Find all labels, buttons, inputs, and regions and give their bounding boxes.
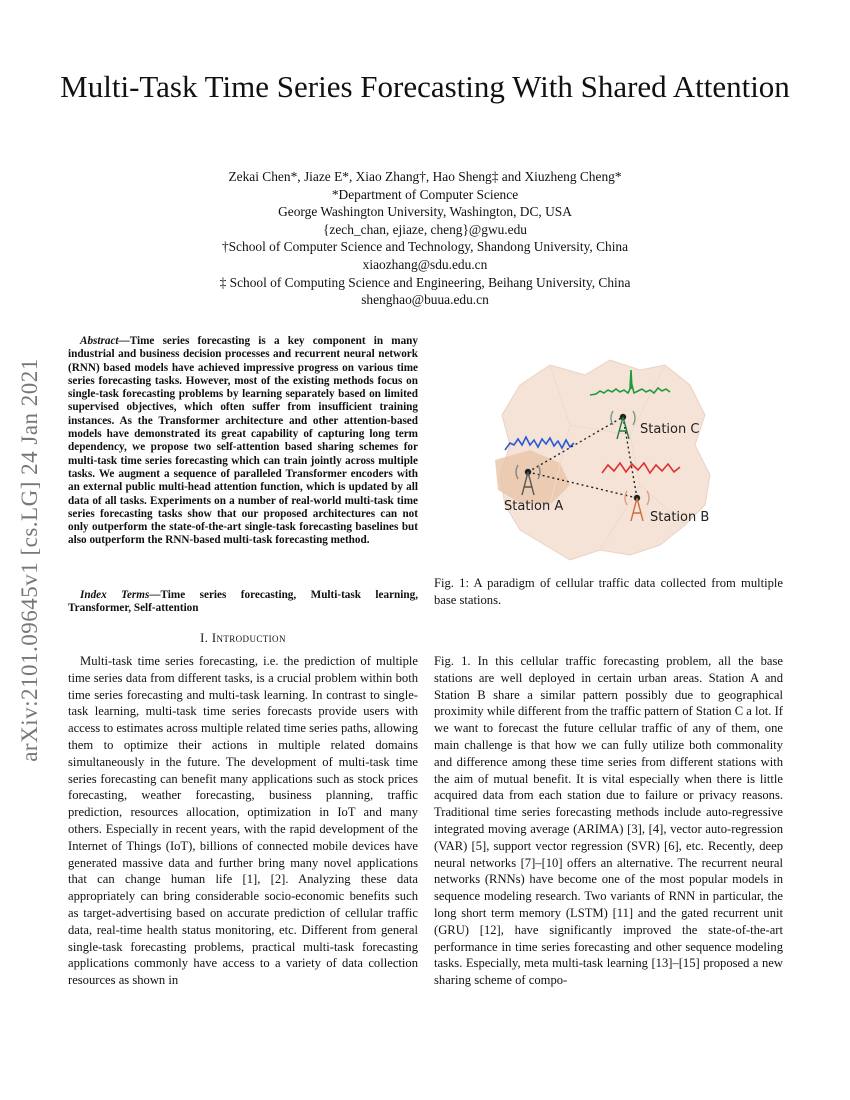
figure-svg: [490, 345, 730, 570]
intro-paragraph-left: Multi-task time series forecasting, i.e. the prediction of multiple time series data from different tasks, is a crucial problem within both time series forecasting and multi-task learning. In contrast to single-task learning, multi-task time series forecasts provide users with access to estimates across multiple related time series paths, allowing them to optimize their actions in multiple related domains simultaneously in the future. The development of multi-task time series forecasting can benefit many applications such as stock prices forecasting, weather forecasting, business planning, traffic prediction, resources allocation, optimization in IoT and many others. Especially in recent years, with the rapid development of the Internet of Things (IoT), billions of connected mobile devices have generated massive data and further bring many novel applications that can change human life [1], [2]. Analyzing these data appropriately can bring considerable socio-economic benefits such as target-advertising based on accurate prediction of cellular traffic data, real-time health status monitoring, etc. Different from general single-task forecasting problems, practical multi-task forecasting applications commonly have access to a variety of data collection resources as shown in: [68, 654, 418, 988]
label-station-a: Station A: [504, 499, 564, 514]
figure-caption: Fig. 1: A paradigm of cellular traffic data collected from multiple base stations.: [434, 576, 783, 607]
affiliation-2-email: xiaozhang@sdu.edu.cn: [362, 256, 488, 272]
affiliation-1-dept: *Department of Computer Science: [331, 186, 519, 202]
affiliation-1-email: {zech_chan, ejiaze, cheng}@gwu.edu: [322, 221, 527, 237]
arxiv-identifier: arXiv:2101.09645v1 [cs.LG] 24 Jan 2021: [17, 358, 42, 762]
arxiv-sidebar: [10, 300, 50, 820]
section-number: I.: [200, 631, 209, 645]
index-terms-label: Index Terms: [80, 589, 150, 601]
affiliation-3: ‡ School of Computing Science and Engineering, Beihang University, China: [219, 274, 631, 290]
affiliation-2: †School of Computer Science and Technology, Shandong University, China: [221, 239, 629, 255]
figure-cellular-map: [490, 345, 730, 570]
label-station-b: Station B: [650, 510, 710, 525]
paper-title: Multi-Task Time Series Forecasting With Shared Attention: [60, 69, 790, 104]
intro-paragraph-right: Fig. 1. In this cellular traffic forecasting problem, all the base stations are well deployed in certain urban areas. Station A and Station B share a similar pattern possibly due to geographical proximity while different from the traffic pattern of Station C a lot. If we want to forecast the future cellular traffic of any of them, one main challenge is that how we can fully utilize both commonality and difference among these time series from different stations with the aim of mutual benefit. It is vital especially when there is little acquired data from each station due to failure or privacy reasons. Traditional time series forecasting methods include auto-regressive integrated moving average (ARIMA) [3], [4], vector auto-regression (VAR) [5], support vector regression (SVR) [6], etc. Recently, deep neural networks [7]–[10] offers an alternative. The recurrent neural networks (RNNs) have become one of the most popular models in sequence modeling research. Two variants of RNN in particular, the long short term memory (LSTM) [11] and the gated recurrent unit (GRU) [12], have significantly improved the state-of-the-art performance in time series forecasting and other sequence modeling tasks. Especially, meta multi-task learning [13]–[15] proposed a new sharing scheme of compo-: [434, 654, 783, 988]
affiliation-1-univ: George Washington University, Washington, DC, USA: [278, 204, 572, 220]
authors-line: Zekai Chen*, Jiaze E*, Xiao Zhang†, Hao Sheng‡ and Xiuzheng Cheng*: [228, 169, 622, 184]
affiliation-3-email: shenghao@buua.edu.cn: [361, 292, 489, 308]
author-block: [40, 168, 810, 309]
index-terms-text: —Time series forecasting, Multi-task learning, Transformer, Self-attention: [68, 589, 418, 615]
section-title: Introduction: [211, 631, 286, 645]
abstract-text: —Time series forecasting is a key component in many industrial and business decision processes and recurrent neural network (RNN) based models have achieved impressive progress on various time series forecasting tasks. However, most of the existing methods focus on single-task forecasting problems by learning separately based on limited supervised objectives, which often suffer from insufficient training instances. As the Transformer architecture and other attention-based models have demonstrated its great capability of capturing long term dependency, we propose two self-attention based sharing schemes for multi-task time series forecasting which can train jointly across multiple tasks. We augment a sequence of paralleled Transformer encoders with an external public multi-head attention function, which is updated by all data of all tasks. Experiments on a number of real-world multi-task time series forecasting tasks show that our proposed architectures can not only outperform the state-of-the-art single-task forecasting baselines but also outperform the RNN-based multi-task forecasting method.: [68, 335, 418, 547]
section-heading: [68, 631, 418, 646]
abstract: [68, 335, 418, 548]
abstract-label: Abstract: [80, 335, 119, 347]
index-terms: [68, 589, 418, 616]
label-station-c: Station C: [640, 422, 700, 437]
